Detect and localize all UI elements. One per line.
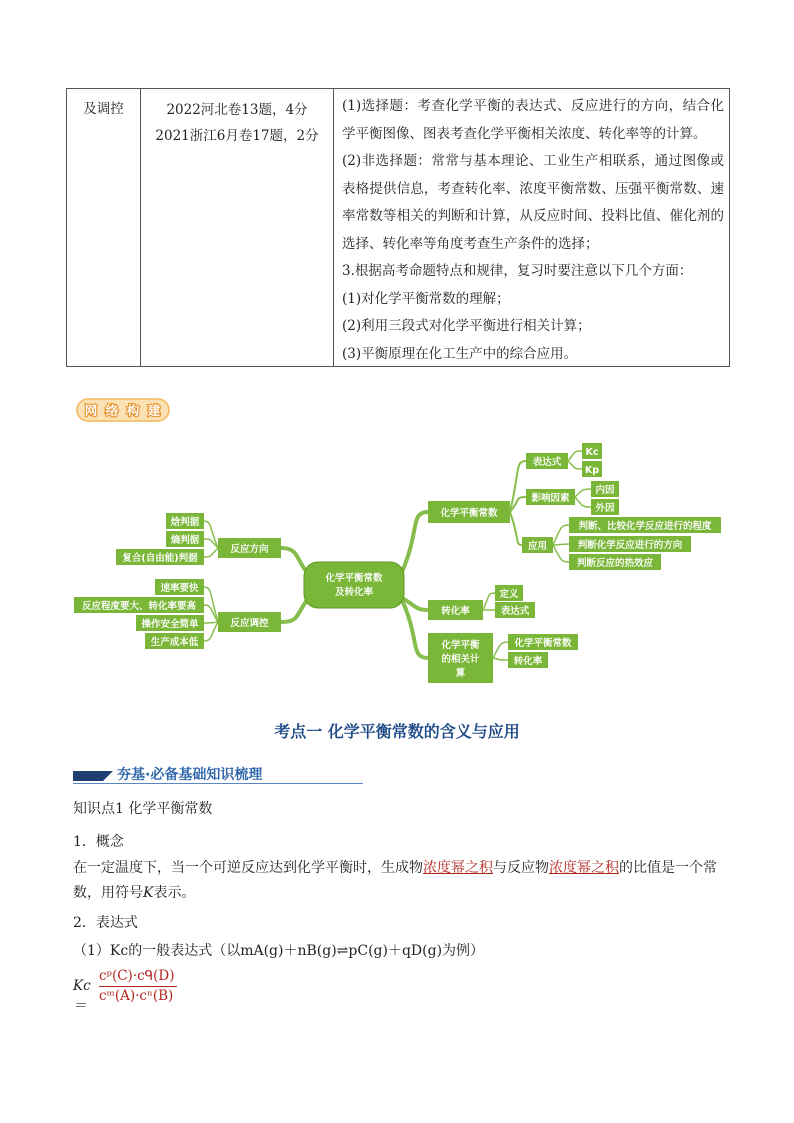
band-bar [73,771,103,781]
leaf-label: 生产成本低 [150,637,199,648]
exam-analysis-table [66,88,730,367]
exam-source-line: 2022河北卷13题，4分 [166,102,308,118]
exam-source-line: 2021浙江6月卷17题，2分 [155,128,319,144]
knowledge-point-title: 知识点1 化学平衡常数 [73,801,213,817]
analysis-paragraph: (3)平衡原理在化工生产中的综合应用。 [342,345,578,362]
mind-map [0,430,794,700]
center-node [304,562,404,608]
sub-node-label: 影响因素 [531,493,570,504]
leaf-label: 表达式 [500,606,530,617]
sub-branch-line [553,525,569,545]
leaf-label: Kp [584,465,600,476]
node-label: 转化率 [441,606,470,617]
knowledge-band-heading [73,764,363,784]
leaf-label: 化学平衡常数 [514,638,572,649]
leaf-label: 外因 [595,503,615,514]
leaf-label: Kc [585,447,599,458]
concept-highlight: 浓度幂之积 [549,860,619,876]
column-divider [140,89,141,366]
center-node-line: 化学平衡常数 [325,573,383,584]
node-label: 反应方向 [230,544,269,555]
analysis-paragraph: (1)选择题：考查化学平衡的表达式、反应进行的方向，结合化学平衡图像、图表考查化学平衡相关浓度、转化率等的计算。 [342,98,724,142]
leaf-label: 熵判据 [170,535,200,546]
concept-heading: 1．概念 [73,834,124,850]
badge-char: 建 [147,403,161,418]
sub-branch-line [553,544,569,545]
analysis-paragraph: 3.根据高考命题特点和规律，复习时要注意以下几个方面： [342,263,693,279]
analysis-paragraph: (2)利用三段式对化学平衡进行相关计算； [342,318,591,334]
sub-branch-line [493,642,508,658]
sub-branch-line [553,545,569,562]
sub-branch-line [568,461,582,469]
badge-char: 网 [84,403,98,418]
expression-heading: 2．表达式 [73,915,138,931]
column-divider [333,89,334,366]
node-label: 的相关计 [441,654,480,665]
concept-text: 在一定温度下，当一个可逆反应达到化学平衡时，生成物 [73,860,423,876]
sub-branch-line [493,658,508,660]
kc-denominator: cᵐ(A)·cⁿ(B) [99,988,174,1004]
leaf-label: 焓判据 [170,517,200,528]
exam-source-cell [142,97,332,149]
node-label: 化学平衡 [441,640,480,651]
leaf-label: 转化率 [513,656,543,667]
kc-label: Kc＝ [73,978,91,1014]
analysis-paragraph: (1)对化学平衡常数的理解； [342,290,510,307]
sub-branch-line [575,497,591,507]
sub-node-label: 应用 [527,541,548,552]
leaf-label: 速率要快 [160,583,199,594]
symbol-k: K [143,885,154,901]
sub-branch-line [575,489,591,497]
node-label: 算 [455,668,466,679]
analysis-paragraph: (2)非选择题：常常与基本理论、工业生产相联系，通过图像或表格提供信息，考查转化率、浓度平衡常数、压强平衡常数、速率常数等相关的判断和计算，从反应时间、投料比值、催化剂的选择、转化率等角度考查生产条件的选择； [342,153,724,252]
leaf-label: 判断反应的热效应 [576,558,654,569]
band-triangle [103,771,113,781]
sub-node-label: 表达式 [532,457,562,468]
branch-line [402,512,428,572]
fraction-line [99,986,177,987]
center-node-line: 及转化率 [334,587,374,598]
band-underline [73,783,363,784]
sub-branch-line [204,622,218,641]
leaf-label: 操作安全简单 [141,619,199,630]
concept-text: 与反应物 [493,860,549,876]
kc-general-expression: （1）Kc的一般表达式（以mA(g)＋nB(g)⇌pC(g)＋qD(g)为例） [73,943,485,959]
sub-branch-line [204,548,218,557]
leaf-label: 定义 [499,589,519,600]
concept-highlight: 浓度幂之积 [423,860,493,876]
band-label: 夯基·必备基础知识梳理 [117,767,263,783]
node-label: 化学平衡常数 [440,508,498,519]
topic-cell: 及调控 [83,101,124,117]
analysis-cell [342,93,724,368]
section-title: 考点一 化学平衡常数的含义与应用 [274,722,520,741]
leaf-label: 判断、比较化学反应进行的程度 [578,521,712,532]
sub-branch-line [568,451,582,461]
kc-numerator: cᵖ(C)·cᑫ(D) [99,968,175,984]
badge-char: 络 [105,403,119,418]
sub-branch-line [204,521,218,548]
sub-branch-line [204,622,218,623]
concept-paragraph [73,856,723,906]
network-build-badge [76,397,170,423]
node-label: 反应调控 [230,618,269,629]
concept-text: 表示。 [153,885,196,901]
leaf-label: 复合(自由能)判据 [122,553,198,564]
leaf-label: 反应程度要大、转化率要高 [81,601,197,612]
leaf-label: 判断化学反应进行的方向 [577,540,683,551]
badge-char: 构 [126,403,140,418]
sub-branch-line [483,593,495,610]
sub-branch-line [510,512,522,545]
leaf-label: 内因 [595,485,615,496]
sub-branch-line [510,461,526,512]
concept-text: 的比值是一个常数，用符号 [73,860,717,901]
